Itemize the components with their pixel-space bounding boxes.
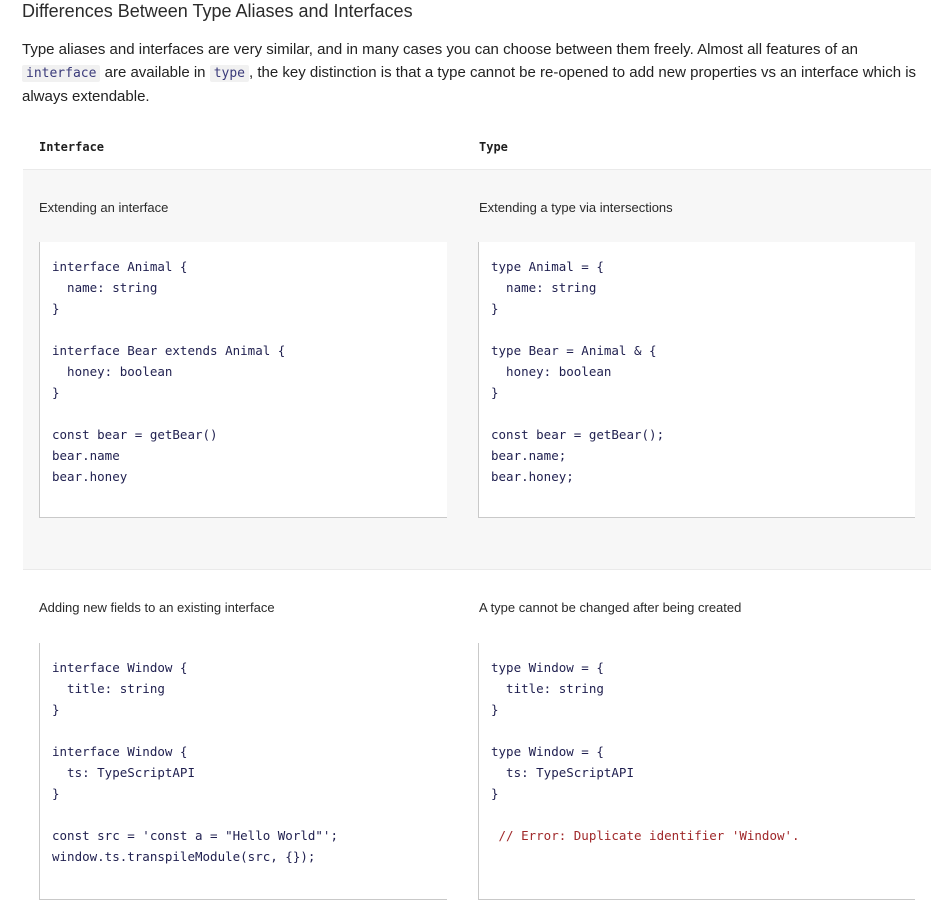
code-line [52,403,447,424]
code-line [491,720,915,741]
code-line: } [52,786,60,801]
code-line: bear.honey; [491,469,574,484]
code-line: const src = 'const a = "Hello World"'; [52,828,338,843]
code-line: interface Window { [52,744,188,759]
table-row [23,569,931,917]
code-line: type Window = { [491,660,604,675]
row-caption-left: Extending an interface [39,200,169,215]
inline-code-type: type [210,65,249,82]
code-line: title: string [491,681,604,696]
code-line: const bear = getBear() [52,427,218,442]
intro-text-3: , the key distinction is that a type cannot be re-opened to add new properties vs an interface which is always extendable. [22,64,917,105]
code-line: interface Window { [52,660,188,675]
code-block-interface-extend [39,242,447,518]
row-caption-right: A type cannot be changed after being created [479,600,742,615]
code-line: } [491,301,499,316]
code-line [52,804,447,825]
code-line: honey: boolean [491,364,612,379]
code-line: type Bear = Animal & { [491,343,657,358]
code-line: bear.honey [52,469,128,484]
code-line [52,720,447,741]
code-line: honey: boolean [52,364,173,379]
code-line [491,319,915,340]
table-row [23,169,931,570]
code-line: } [491,702,499,717]
code-line: bear.name [52,448,120,463]
code-line: name: string [52,280,158,295]
code-line [491,804,915,825]
code-line: ts: TypeScriptAPI [491,765,634,780]
intro-paragraph [22,38,927,108]
code-line: } [52,385,60,400]
code-line: window.ts.transpileModule(src, {}); [52,849,316,864]
code-block-type-duplicate [478,643,915,900]
code-block-type-extend [478,242,915,518]
code-line: bear.name; [491,448,567,463]
inline-code-interface: interface [22,65,100,82]
code-line: interface Animal { [52,259,188,274]
code-line [491,403,915,424]
intro-text-2: are available in [100,64,210,81]
row-caption-left: Adding new fields to an existing interface [39,600,275,615]
code-line: type Animal = { [491,259,604,274]
intro-text-1: Type aliases and interfaces are very similar, and in many cases you can choose between them freely. Almost all features of an [22,41,858,58]
code-line: } [52,702,60,717]
code-line: } [52,301,60,316]
code-line: name: string [491,280,597,295]
header-type: Type [479,140,508,154]
header-interface: Interface [39,140,105,154]
code-line: interface Bear extends Animal { [52,343,286,358]
code-line [52,319,447,340]
code-line: title: string [52,681,165,696]
code-line: type Window = { [491,744,604,759]
code-comment-error: // Error: Duplicate identifier 'Window'. [491,828,800,843]
code-line: } [491,786,499,801]
code-line: const bear = getBear(); [491,427,665,442]
code-block-interface-merge [39,643,447,900]
code-line: ts: TypeScriptAPI [52,765,195,780]
row-caption-right: Extending a type via intersections [479,200,673,215]
page-title: Differences Between Type Aliases and Interfaces [22,1,413,21]
code-line: } [491,385,499,400]
